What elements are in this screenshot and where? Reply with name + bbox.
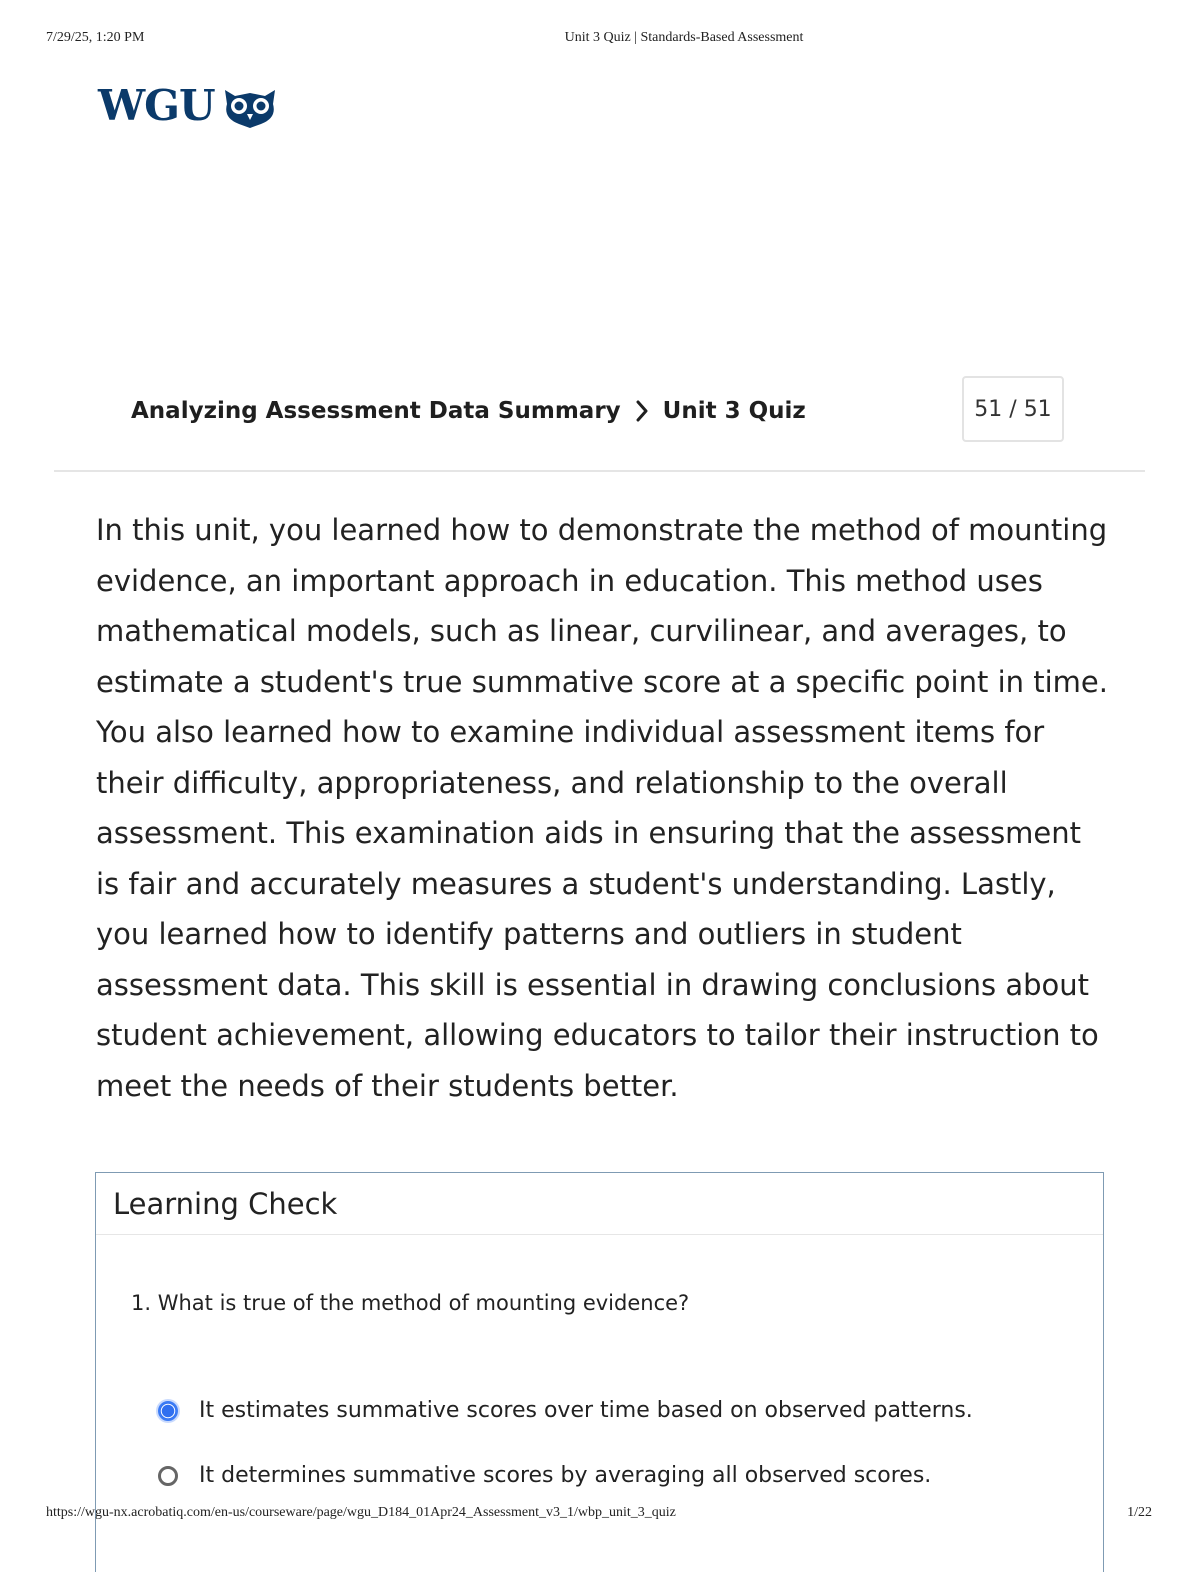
print-page-title: Unit 3 Quiz | Standards-Based Assessment bbox=[564, 30, 804, 45]
print-url: https://wgu-nx.acrobatiq.com/en-us/courseware/page/wgu_D184_01Apr24_Assessment_v3_1/wbp_unit_3_quiz bbox=[46, 1505, 676, 1520]
learning-check-title: Learning Check bbox=[96, 1173, 1103, 1235]
wgu-logo[interactable] bbox=[98, 81, 279, 130]
answer-option-label: It estimates summative scores over time based on observed patterns. bbox=[199, 1398, 973, 1423]
logo-wordmark: WGU bbox=[98, 81, 215, 130]
breadcrumb-parent-link[interactable]: Analyzing Assessment Data Summary bbox=[131, 398, 621, 424]
breadcrumb-current: Unit 3 Quiz bbox=[662, 398, 806, 424]
radio-unselected-icon[interactable] bbox=[158, 1466, 178, 1486]
print-page-number: 1/22 bbox=[1127, 1505, 1152, 1520]
print-header bbox=[0, 30, 1200, 50]
breadcrumb-bar bbox=[54, 374, 1145, 472]
breadcrumb bbox=[131, 394, 806, 428]
question-text: 1. What is true of the method of mounting evidence? bbox=[131, 1291, 690, 1315]
print-footer bbox=[0, 1505, 1200, 1525]
answer-option[interactable] bbox=[158, 1463, 931, 1488]
answer-option-label: It determines summative scores by averaging all observed scores. bbox=[199, 1463, 932, 1488]
answer-option[interactable] bbox=[158, 1398, 973, 1423]
print-date: 7/29/25, 1:20 PM bbox=[46, 30, 145, 45]
unit-summary-text: In this unit, you learned how to demonstrate the method of mounting evidence, an important approach in education. This method uses mathematical models, such as linear, curvilinear, and averages, to estimate a student's true summative score at a specific point in time. You also learned how to examine individual assessment items for their difficulty, appropriateness, and relationship to the overall assessment. This examination aids in ensuring that the assessment is fair and accurately measures a student's understanding. Lastly, you learned how to identify patterns and outliers in student assessment data. This skill is essential in drawing conclusions about student achievement, allowing educators to tailor their instruction to meet the needs of their students better. bbox=[96, 513, 1108, 1103]
page-counter[interactable]: 51 / 51 bbox=[962, 376, 1064, 442]
owl-icon bbox=[221, 84, 279, 128]
radio-selected-icon[interactable] bbox=[158, 1401, 178, 1421]
chevron-right-icon bbox=[635, 400, 649, 422]
